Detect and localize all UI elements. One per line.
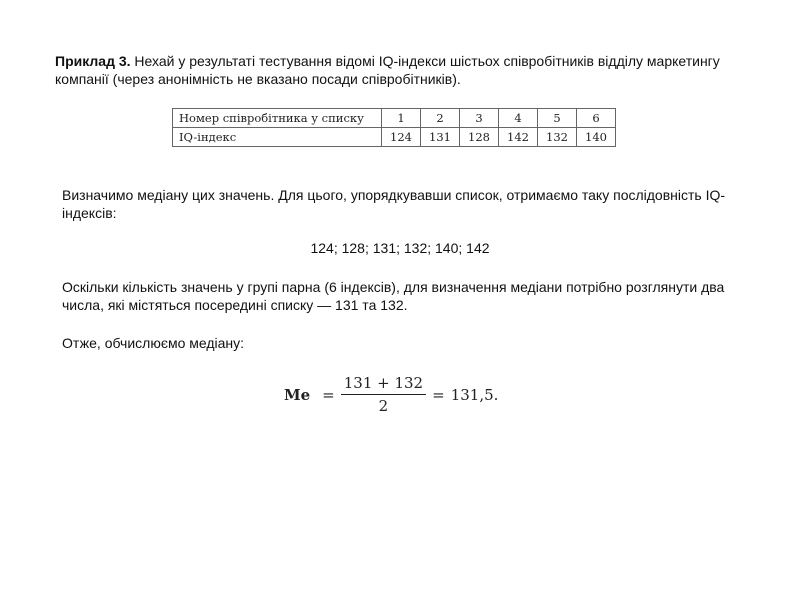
- formula-fraction: [341, 374, 426, 415]
- intro-paragraph: [55, 52, 755, 88]
- formula-numerator: 131 + 132: [341, 374, 426, 395]
- formula-equals-2: =: [432, 385, 445, 404]
- formula-equals: =: [322, 385, 335, 404]
- formula-lhs: Me: [284, 385, 311, 404]
- example-label: Приклад 3.: [55, 53, 131, 69]
- table-cell: 124: [382, 128, 421, 147]
- sorted-sequence: 124; 128; 131; 132; 140; 142: [310, 240, 490, 256]
- table-cell: 4: [499, 109, 538, 128]
- intro-text: Нехай у результаті тестування відомі IQ-індекси шістьох співробітників відділу маркетингу компанії (через анонімність не вказано посади співробітників).: [55, 53, 720, 87]
- table-cell: 131: [421, 128, 460, 147]
- table-cell: 142: [499, 128, 538, 147]
- even-count-paragraph: Оскільки кількість значень у групі парна (6 індексів), для визначення медіани потрібно розглянути два числа, які містяться посередині списку — 131 та 132.: [62, 279, 725, 313]
- table-cell: 132: [538, 128, 577, 147]
- formula-denominator: 2: [378, 397, 389, 415]
- table-cell: 140: [577, 128, 616, 147]
- table-cell: 3: [460, 109, 499, 128]
- iq-table: [172, 108, 616, 147]
- median-formula: [284, 374, 498, 415]
- table-cell: 2: [421, 109, 460, 128]
- table-header-iq-index: IQ-індекс: [173, 128, 382, 147]
- table-cell: 128: [460, 128, 499, 147]
- table-cell: 1: [382, 109, 421, 128]
- table-row: [173, 109, 616, 128]
- table-row: [173, 128, 616, 147]
- table-cell: 6: [577, 109, 616, 128]
- compute-median-paragraph: Отже, обчислюємо медіану:: [62, 335, 245, 351]
- formula-result: 131,5.: [450, 385, 499, 404]
- table-cell: 5: [538, 109, 577, 128]
- median-intro-paragraph: Визначимо медіану цих значень. Для цього, упорядкувавши список, отримаємо таку послідовність IQ-індексів:: [62, 187, 726, 221]
- table-header-employee-number: Номер співробітника у списку: [173, 109, 382, 128]
